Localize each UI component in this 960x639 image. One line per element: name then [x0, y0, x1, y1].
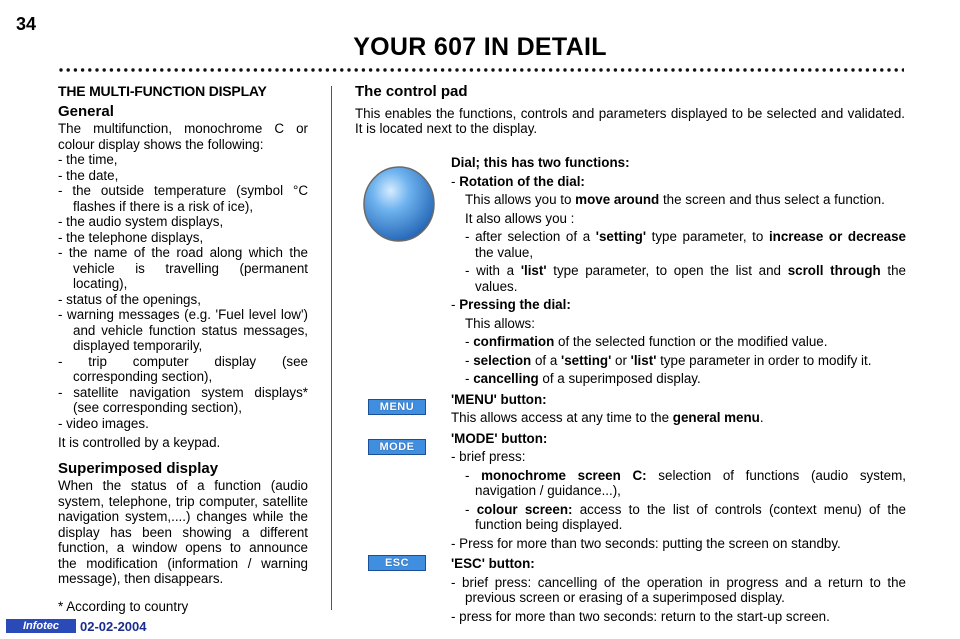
- general-heading: General: [58, 102, 114, 120]
- menu-text: This allows access at any time to the general menu.: [451, 410, 764, 425]
- general-intro: The multifunction, monochrome C or colour display shows the following:: [58, 121, 308, 152]
- selection-text: - selection of a 'setting' or 'list' type parameter in order to modify it.: [465, 352, 872, 368]
- esc-button: ESC: [368, 555, 426, 571]
- rotation-text: This allows you to move around the screen and thus select a function.: [465, 192, 885, 207]
- list-item: - video images.: [58, 415, 149, 431]
- list-item: - the time,: [58, 152, 118, 167]
- dial-icon: [362, 165, 436, 243]
- esc-long: - press for more than two seconds: return to the start-up screen.: [451, 608, 830, 624]
- esc-header: 'ESC' button:: [451, 556, 535, 571]
- list-item: - the audio system displays,: [58, 214, 224, 229]
- after-selection-text: - after selection of a 'setting' type parameter, to increase or decrease the value,: [465, 229, 906, 260]
- dial-header: Dial; this has two functions:: [451, 155, 630, 170]
- list-item: - the outside temperature (symbol °C flashes if there is a risk of ice),: [58, 183, 308, 214]
- menu-header: 'MENU' button:: [451, 391, 547, 407]
- list-item: - warning messages (e.g. 'Fuel level low') and vehicle function status messages, displayed temporarily,: [58, 307, 308, 353]
- section-heading: THE MULTI-FUNCTION DISPLAY: [58, 83, 267, 99]
- page-number: 34: [16, 14, 37, 34]
- mode-monochrome-text: - monochrome screen C: selection of functions (audio system, navigation / guidance...),: [465, 467, 906, 498]
- mode-header: 'MODE' button:: [451, 430, 548, 446]
- mode-colour-text: - colour screen: access to the list of controls (context menu) of the function being displayed.: [465, 501, 907, 532]
- control-pad-section: [355, 84, 905, 137]
- also-text: It also allows you :: [465, 210, 575, 226]
- with-list-text: - with a 'list' type parameter, to open the list and scroll through the values.: [465, 263, 906, 294]
- footnote: * According to country: [58, 599, 189, 614]
- mode-long-press: - Press for more than two seconds: putting the screen on standby.: [451, 535, 841, 551]
- list-item: - the telephone displays,: [58, 229, 204, 245]
- left-column: [58, 84, 308, 587]
- list-item: - trip computer display (see corresponding section),: [58, 353, 308, 384]
- mode-brief: - brief press:: [451, 449, 526, 464]
- mode-button: MODE: [368, 439, 426, 455]
- rotation-label: Rotation of the dial:: [459, 173, 585, 189]
- superimposed-heading: Superimposed display: [58, 459, 219, 477]
- display-items-list: [58, 152, 308, 431]
- control-pad-heading: The control pad: [355, 83, 468, 100]
- esc-brief: - brief press: cancelling of the operation in progress and a return to the previous screen or erasing of a superimposed display.: [451, 574, 906, 605]
- column-divider: [331, 86, 332, 610]
- footer-date: 02-02-2004: [80, 619, 147, 634]
- list-item: - the name of the road along which the vehicle is travelling (permanent locating),: [58, 245, 308, 291]
- confirmation-text: - confirmation of the selected function or the modified value.: [465, 334, 828, 349]
- cancelling-text: - cancelling of a superimposed display.: [465, 371, 701, 386]
- allows-text: This allows:: [465, 315, 535, 331]
- page-title: YOUR 607 IN DETAIL: [353, 33, 607, 61]
- menu-button: MENU: [368, 399, 426, 415]
- keypad-note: It is controlled by a keypad.: [58, 435, 221, 450]
- list-item: - the date,: [58, 167, 119, 183]
- superimposed-text: When the status of a function (audio system, telephone, trip computer, satellite navigation system,....) changes while the display has been showing a different function, a window opens to announce the modification (information / warning message), then disappears.: [58, 478, 308, 586]
- pressing-label: Pressing the dial:: [459, 297, 571, 312]
- control-pad-intro: This enables the functions, controls and parameters displayed to be selected and validated. It is located next to the display.: [355, 105, 905, 136]
- dotted-rule: [58, 67, 904, 73]
- list-item: - satellite navigation system displays* (see corresponding section),: [58, 384, 308, 415]
- control-pad-details: Dial; this has two functions: - Rotation of the dial: This allows you to move around the screen and thus select a function. It also allows you : - after selection of a 'setting' type parameter, to increase or decrease the value, - with a 'list' type parameter, to open the list and scroll through the values. - Pressing the dial: This allows: - confirmation of the selected function or the modified value. - selection of a 'setting' or 'list' type parameter in order to modify it. - cancelling of a superimposed display. 'MENU' button: This allows access at any time to the general menu. 'MODE' button: - brief press: - monochrome screen C: selection of functions (audio system, navigation / guidance...), - colour screen: access to the list of controls (context menu) of the function being displayed. - Press for more than two seconds: putting the screen on standby. 'ESC' button: - brief press: cancelling of the operation in progress and a return to the previous screen or erasing of a superimposed display. - press for more than two seconds: return to the start-up screen.: [451, 155, 907, 624]
- infotec-logo: Infotec: [6, 619, 76, 633]
- list-item: - status of the openings,: [58, 291, 201, 307]
